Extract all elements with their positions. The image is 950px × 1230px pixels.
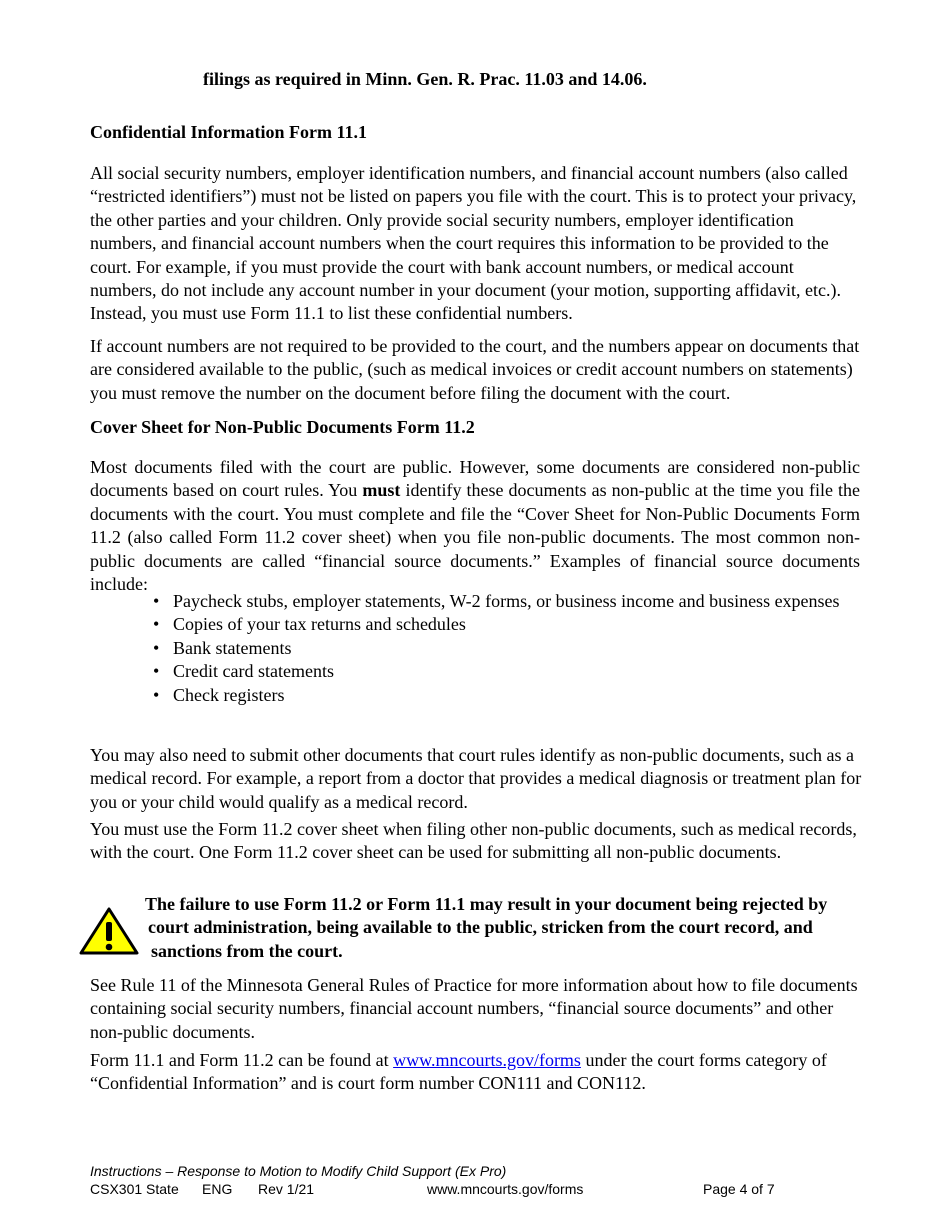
forms-link[interactable]: www.mncourts.gov/forms [393, 1050, 581, 1070]
footer-language: ENG [202, 1181, 233, 1197]
warning-line: court administration, being available to the public, stricken from the court record, and [148, 917, 813, 938]
top-line: filings as required in Minn. Gen. R. Prac. 11.03 and 14.06. [203, 69, 647, 89]
paragraph-account-numbers: If account numbers are not required to be provided to the court, and the numbers appear on documents that are considered available to the public, (such as medical invoices or credit account numbers on statements) you must remove the number on the document before filing the document with the court. [90, 336, 860, 403]
list-item: • Bank statements [173, 637, 943, 660]
heading-form-11-1: Confidential Information Form 11.1 [90, 122, 367, 142]
page-footer [90, 1162, 870, 1198]
text: identify these documents as non-public at the time you file the documents with the court. You must complete and file the “Cover Sheet for Non-Public Documents Form 11.2 (also called Form 11.2 cover sheet) when you file non-public documents. The most common non-public documents are called “financial source documents.” Examples of financial source documents include: [90, 480, 860, 595]
paragraph-restricted-identifiers: All social security numbers, employer identification numbers, and financial account numbers (also called “restricted identifiers”) must not be listed on papers you file with the court. This is to protect your privacy, the other parties and your children. Only provide social security numbers, employer identification numbers, and financial account numbers when the court requires this information to be provided to the court. For example, if you must provide the court with bank account numbers, or medical account numbers, do not include any account number in your document (your motion, supporting affidavit, etc.). Instead, you must use Form 11.1 to list these confidential numbers. [90, 163, 857, 324]
warning-line: The failure to use Form 11.2 or Form 11.1 may result in your document being rejected by [145, 894, 828, 914]
paragraph-rule-11: See Rule 11 of the Minnesota General Rules of Practice for more information about how to file documents containing social security numbers, financial account numbers, “financial source documents” and other non-public documents. [90, 975, 858, 1042]
emphasis-must: must [362, 480, 401, 501]
heading-form-11-2: Cover Sheet for Non-Public Documents Form 11.2 [90, 417, 475, 437]
footer-form-code: CSX301 State [90, 1181, 179, 1197]
paragraph-cover-sheet: You must use the Form 11.2 cover sheet when filing other non-public documents, such as medical records, with the court. One Form 11.2 cover sheet can be used for submitting all non-public documents. [90, 819, 857, 863]
text: under the court forms category of “Confidential Information” and is court form number CON111 and CON112. [90, 1050, 827, 1094]
warning-text [145, 893, 865, 963]
text: Most documents filed with the court are public. However, some documents are considered non-public documents based on court rules. You [90, 457, 860, 501]
list-item: • Credit card statements [173, 660, 943, 683]
paragraph-non-public [90, 456, 860, 596]
warning-line: sanctions from the court. [151, 940, 343, 961]
text: Form 11.1 and Form 11.2 can be found at [90, 1050, 394, 1070]
paragraph-forms-location [90, 1049, 865, 1096]
financial-documents-list [90, 590, 943, 707]
footer-url: www.mncourts.gov/forms [427, 1181, 584, 1197]
list-item: • Check registers [173, 684, 943, 707]
warning-icon [78, 906, 140, 956]
paragraph-medical-record: You may also need to submit other documents that court rules identify as non-public documents, such as a medical record. For example, a report from a doctor that provides a medical diagnosis or treatment plan for you or your child would qualify as a medical record. [90, 745, 862, 812]
footer-page-number: Page 4 of 7 [703, 1181, 775, 1197]
list-item: • Copies of your tax returns and schedules [173, 613, 943, 636]
footer-title: Instructions – Response to Motion to Modify Child Support (Ex Pro) [90, 1163, 507, 1179]
list-item: • Paycheck stubs, employer statements, W-2 forms, or business income and business expenses [173, 590, 943, 613]
footer-revision: Rev 1/21 [258, 1181, 315, 1197]
